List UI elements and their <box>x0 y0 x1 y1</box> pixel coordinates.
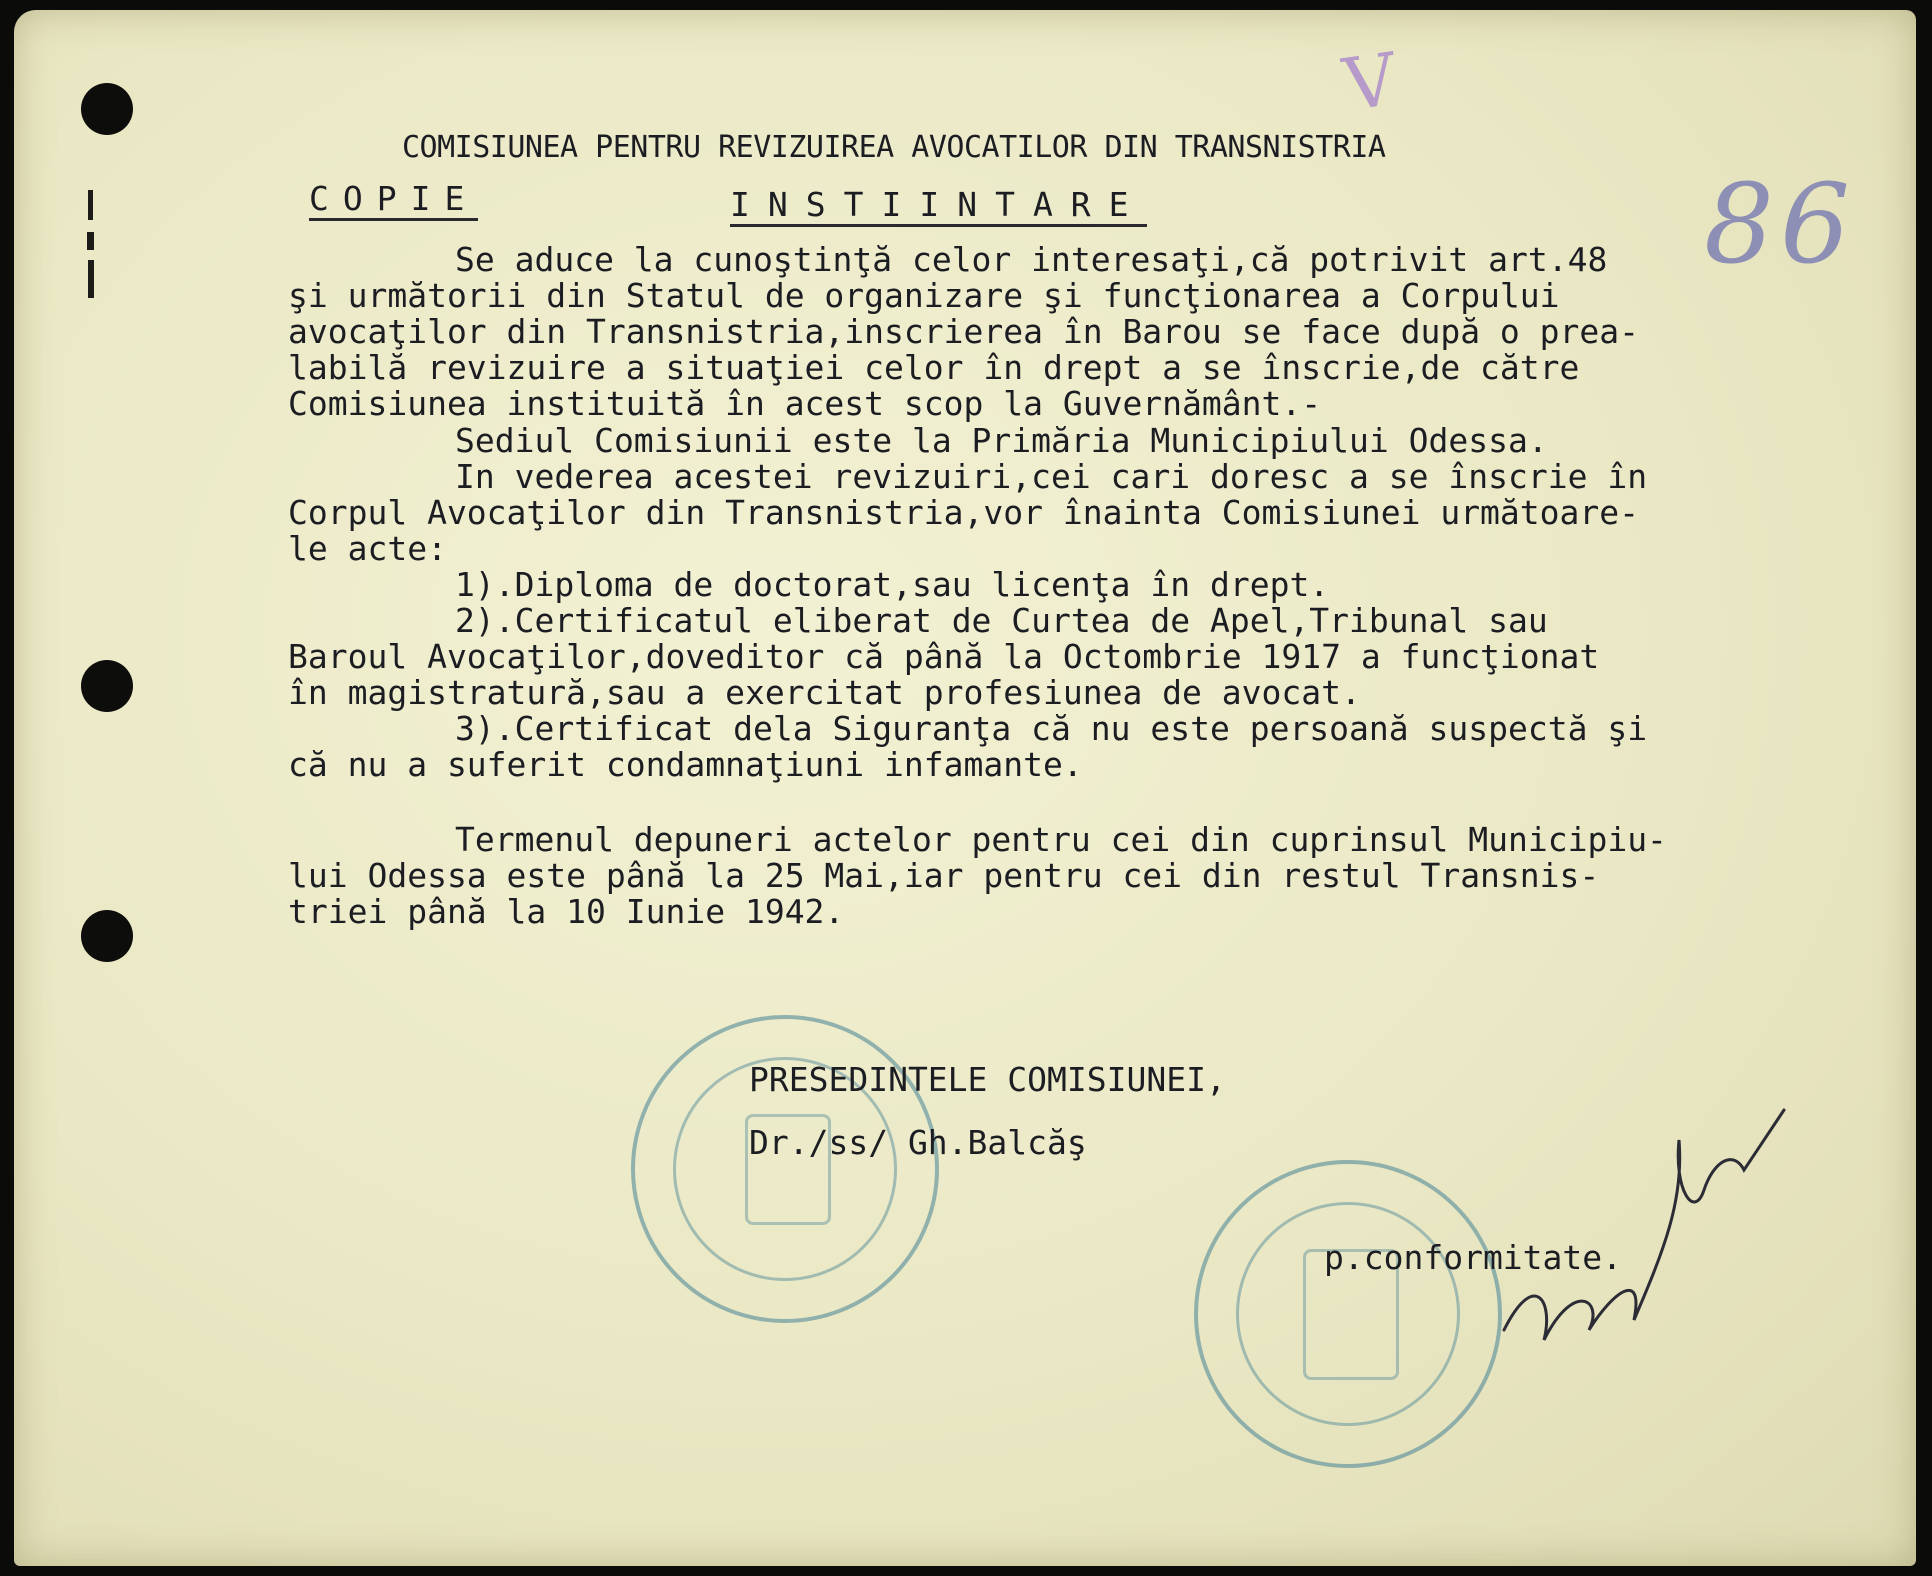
punch-hole <box>81 910 133 962</box>
handwritten-signature <box>1494 1100 1794 1380</box>
body-line: Termenul depuneri actelor pentru cei din cuprinsul Municipiu- <box>455 820 1667 859</box>
signature-title: PRESEDINTELE COMISIUNEI, <box>749 1060 1226 1099</box>
tear-marks <box>84 190 98 300</box>
copy-label: COPIE <box>309 182 478 221</box>
document-title: INSTIINTARE <box>730 188 1147 227</box>
roman-numeral-mark: V <box>1338 36 1402 128</box>
body-line: Se aduce la cunoştinţă celor interesaţi,că potrivit art.48 <box>455 240 1608 279</box>
body-line: Sediul Comisiunii este la Primăria Municipiului Odessa. <box>455 421 1548 460</box>
list-item: 3).Certificat dela Siguranţa că nu este persoană suspectă şi <box>455 709 1648 748</box>
body-line: In vederea acestei revizuiri,cei cari doresc a se înscrie în <box>455 457 1648 496</box>
document-page <box>14 10 1916 1566</box>
archive-number: 86 <box>1704 160 1856 288</box>
list-item: 2).Certificatul eliberat de Curtea de Apel,Tribunal sau <box>455 601 1548 640</box>
body-line: şi următorii din Statul de organizare şi funcţionarea a Corpului <box>288 276 1560 315</box>
punch-hole <box>81 660 133 712</box>
body-line: în magistratură,sau a exercitat profesiunea de avocat. <box>288 673 1361 712</box>
list-item: 1).Diploma de doctorat,sau licenţa în drept. <box>455 565 1330 604</box>
commission-header: COMISIUNEA PENTRU REVIZUIREA AVOCATILOR DIN TRANSNISTRIA <box>402 130 1386 165</box>
body-line: lui Odessa este până la 25 Mai,iar pentru cei din restul Transnis- <box>288 856 1600 895</box>
body-line: triei până la 10 Iunie 1942. <box>288 892 845 931</box>
conformity-note: p.conformitate. <box>1324 1238 1623 1277</box>
body-line: că nu a suferit condamnaţiuni infamante. <box>288 745 1083 784</box>
signature-name: Dr./ss/ Gh.Balcăş <box>749 1123 1087 1162</box>
body-line: Baroul Avocaţilor,doveditor că până la Octombrie 1917 a funcţionat <box>288 637 1600 676</box>
punch-hole <box>81 83 133 135</box>
official-stamp <box>1194 1160 1502 1468</box>
body-line: le acte: <box>288 529 447 568</box>
body-line: avocaţilor din Transnistria,inscrierea în Barou se face după o prea- <box>288 312 1640 351</box>
body-line: Comisiunea instituită în acest scop la Guvernământ.- <box>288 384 1322 423</box>
body-line: labilă revizuire a situaţiei celor în drept a se înscrie,de către <box>288 348 1580 387</box>
body-line: Corpul Avocaţilor din Transnistria,vor înainta Comisiunei următoare- <box>288 493 1640 532</box>
